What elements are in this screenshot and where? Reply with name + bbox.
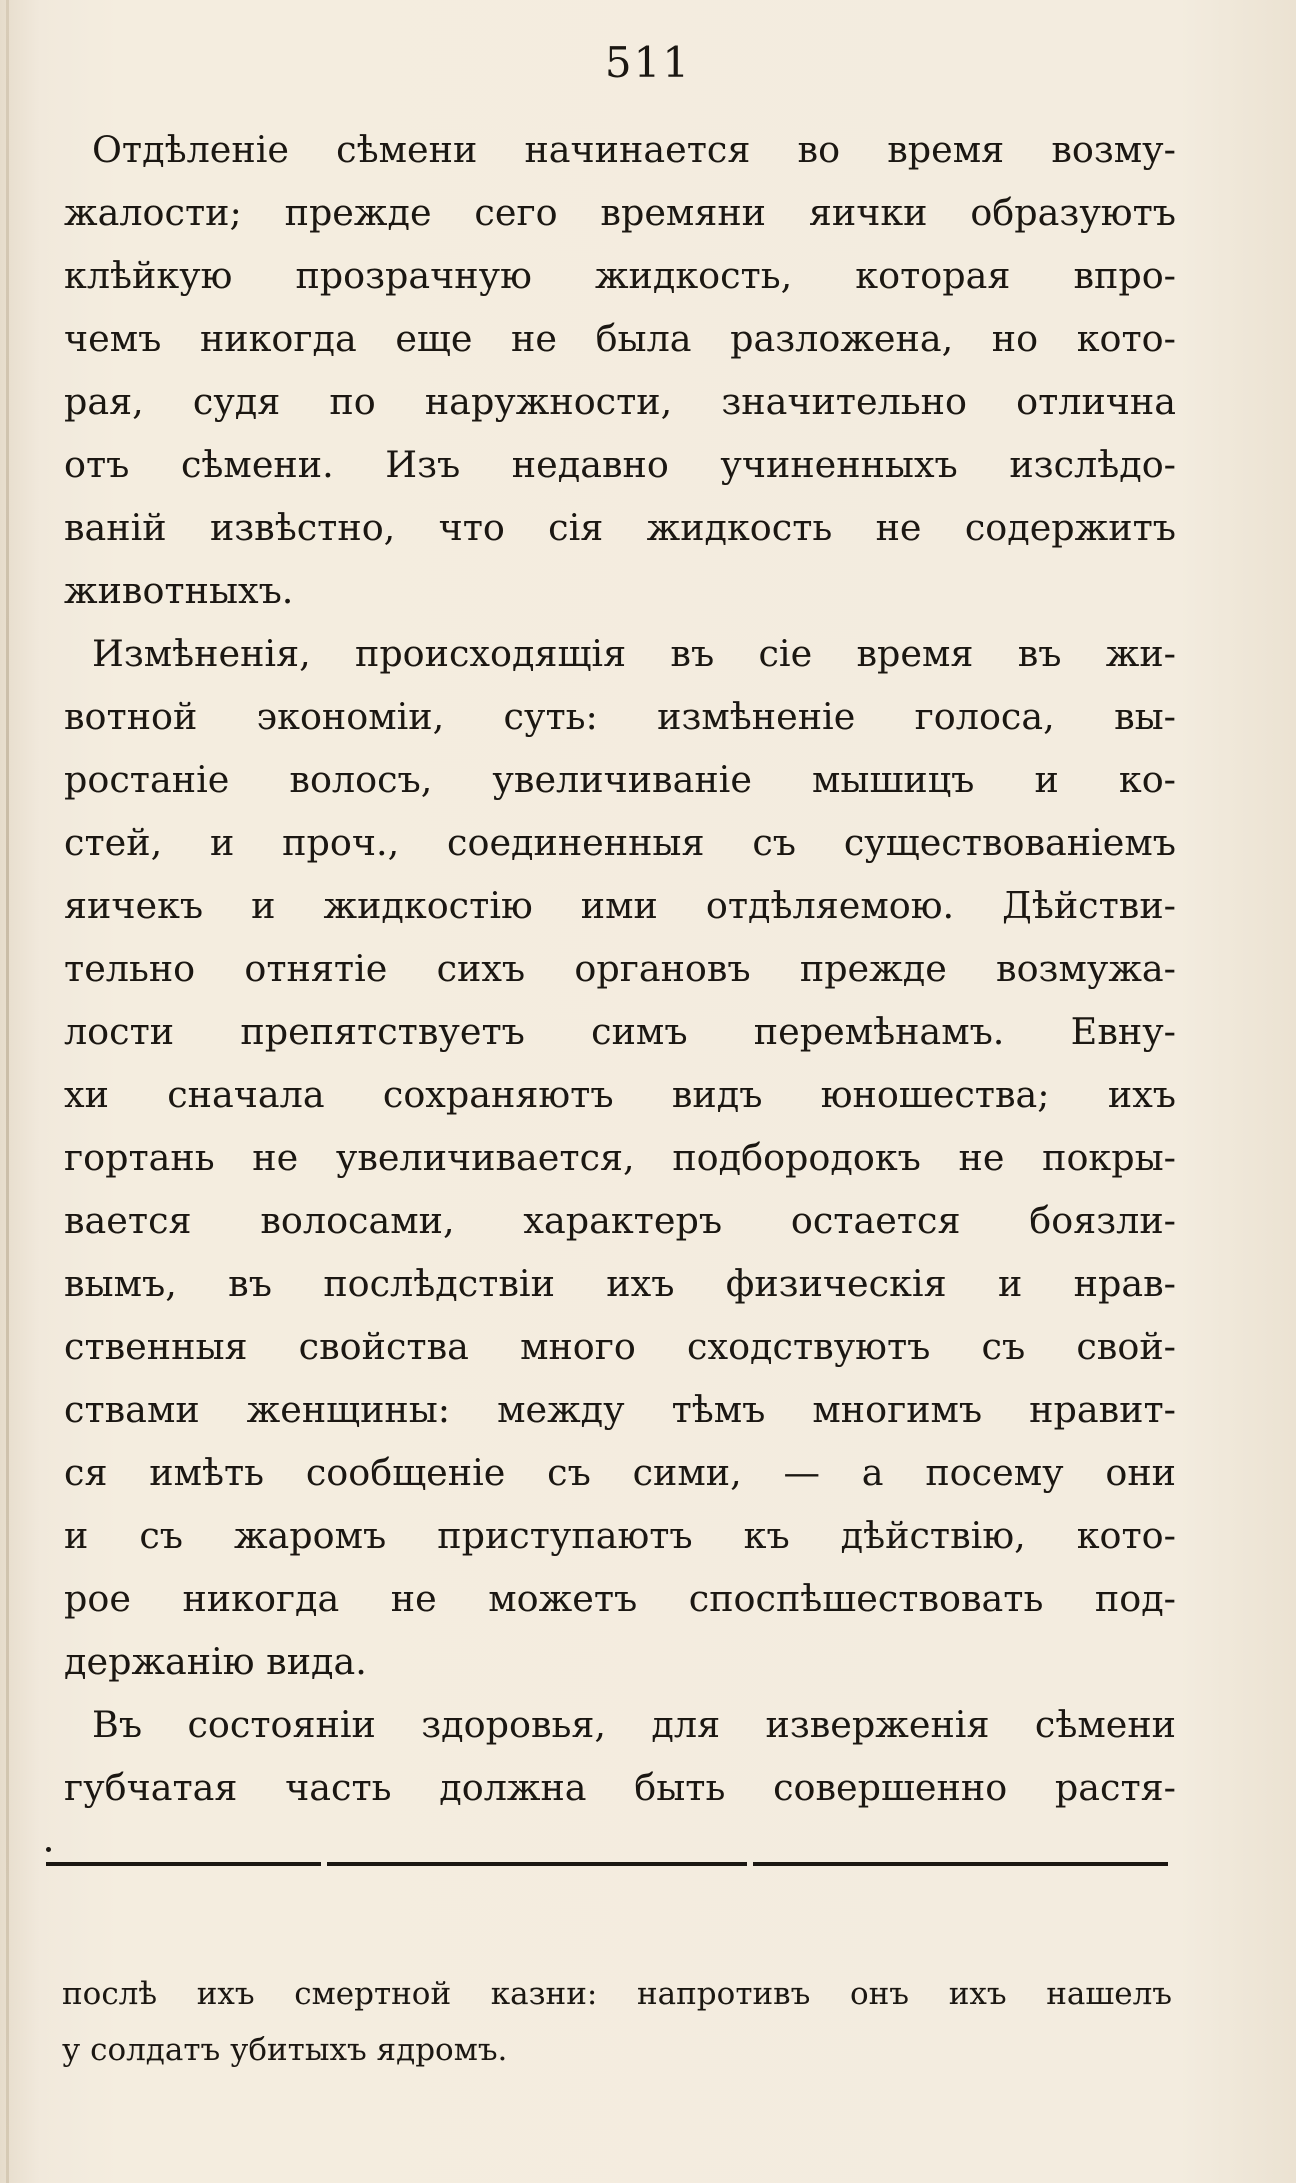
footnote-line: послѣ ихъ смертной казни: напротивъ онъ ихъ нашелъ <box>62 1976 1172 2012</box>
text-line: держанію вида. <box>64 1640 367 1683</box>
footnote <box>62 1966 1172 2078</box>
text-line: Измѣненія, происходящія въ сіе время въ жи- <box>92 632 1176 675</box>
text-line: Отдѣленіе сѣмени начинается во время возму- <box>92 128 1176 171</box>
text-line: ственныя свойства много сходствуютъ съ свой- <box>64 1325 1176 1368</box>
page-number: 511 <box>604 38 692 87</box>
text-line: ся имѣть сообщеніе съ сими, — а посему они <box>64 1451 1176 1494</box>
page-gutter <box>6 0 9 2183</box>
text-line: лости препятствуетъ симъ перемѣнамъ. Евну- <box>64 1010 1176 1053</box>
text-line: вотной экономіи, суть: измѣненіе голоса, вы- <box>64 695 1176 738</box>
text-line: жалости; прежде сего времяни яички образуютъ <box>64 191 1176 234</box>
footnote-rule-segment <box>327 1862 747 1866</box>
text-line: клѣйкую прозрачную жидкость, которая впро- <box>64 254 1176 297</box>
text-line: отъ сѣмени. Изъ недавно учиненныхъ изслѣдо- <box>64 443 1176 486</box>
text-line: тельно отнятіе сихъ органовъ прежде возмужа- <box>64 947 1176 990</box>
text-line: ростаніе волосъ, увеличиваніе мышицъ и ко- <box>64 758 1176 801</box>
body-text <box>64 118 1176 1819</box>
text-line: гортань не увеличивается, подбородокъ не покры- <box>64 1136 1176 1179</box>
text-line: стей, и проч., соединенныя съ существованіемъ <box>64 821 1176 864</box>
text-line: и съ жаромъ приступаютъ къ дѣйствію, кото- <box>64 1514 1176 1557</box>
text-line: ствами женщины: между тѣмъ многимъ нравит- <box>64 1388 1176 1431</box>
text-line: ваній извѣстно, что сія жидкость не содержитъ <box>64 506 1176 549</box>
text-line: Въ состояніи здоровья, для изверженія сѣмени <box>92 1703 1176 1746</box>
text-line: рая, судя по наружности, значительно отлична <box>64 380 1176 423</box>
rule-dot <box>46 1847 51 1852</box>
footnote-rule-segment <box>753 1862 1168 1866</box>
text-line: яичекъ и жидкостію ими отдѣляемою. Дѣйстви- <box>64 884 1176 927</box>
text-line: чемъ никогда еще не была разложена, но кото- <box>64 317 1176 360</box>
text-line: вается волосами, характеръ остается боязли- <box>64 1199 1176 1242</box>
text-line: губчатая часть должна быть совершенно растя- <box>64 1766 1176 1809</box>
text-line: рое никогда не можетъ споспѣшествовать под- <box>64 1577 1176 1620</box>
footnote-line: у солдатъ убитыхъ ядромъ. <box>62 2032 508 2068</box>
text-line: хи сначала сохраняютъ видъ юношества; ихъ <box>64 1073 1176 1116</box>
text-line: животныхъ. <box>64 569 294 612</box>
text-line: вымъ, въ послѣдствіи ихъ физическія и нрав- <box>64 1262 1176 1305</box>
footnote-rule-segment <box>46 1862 321 1866</box>
